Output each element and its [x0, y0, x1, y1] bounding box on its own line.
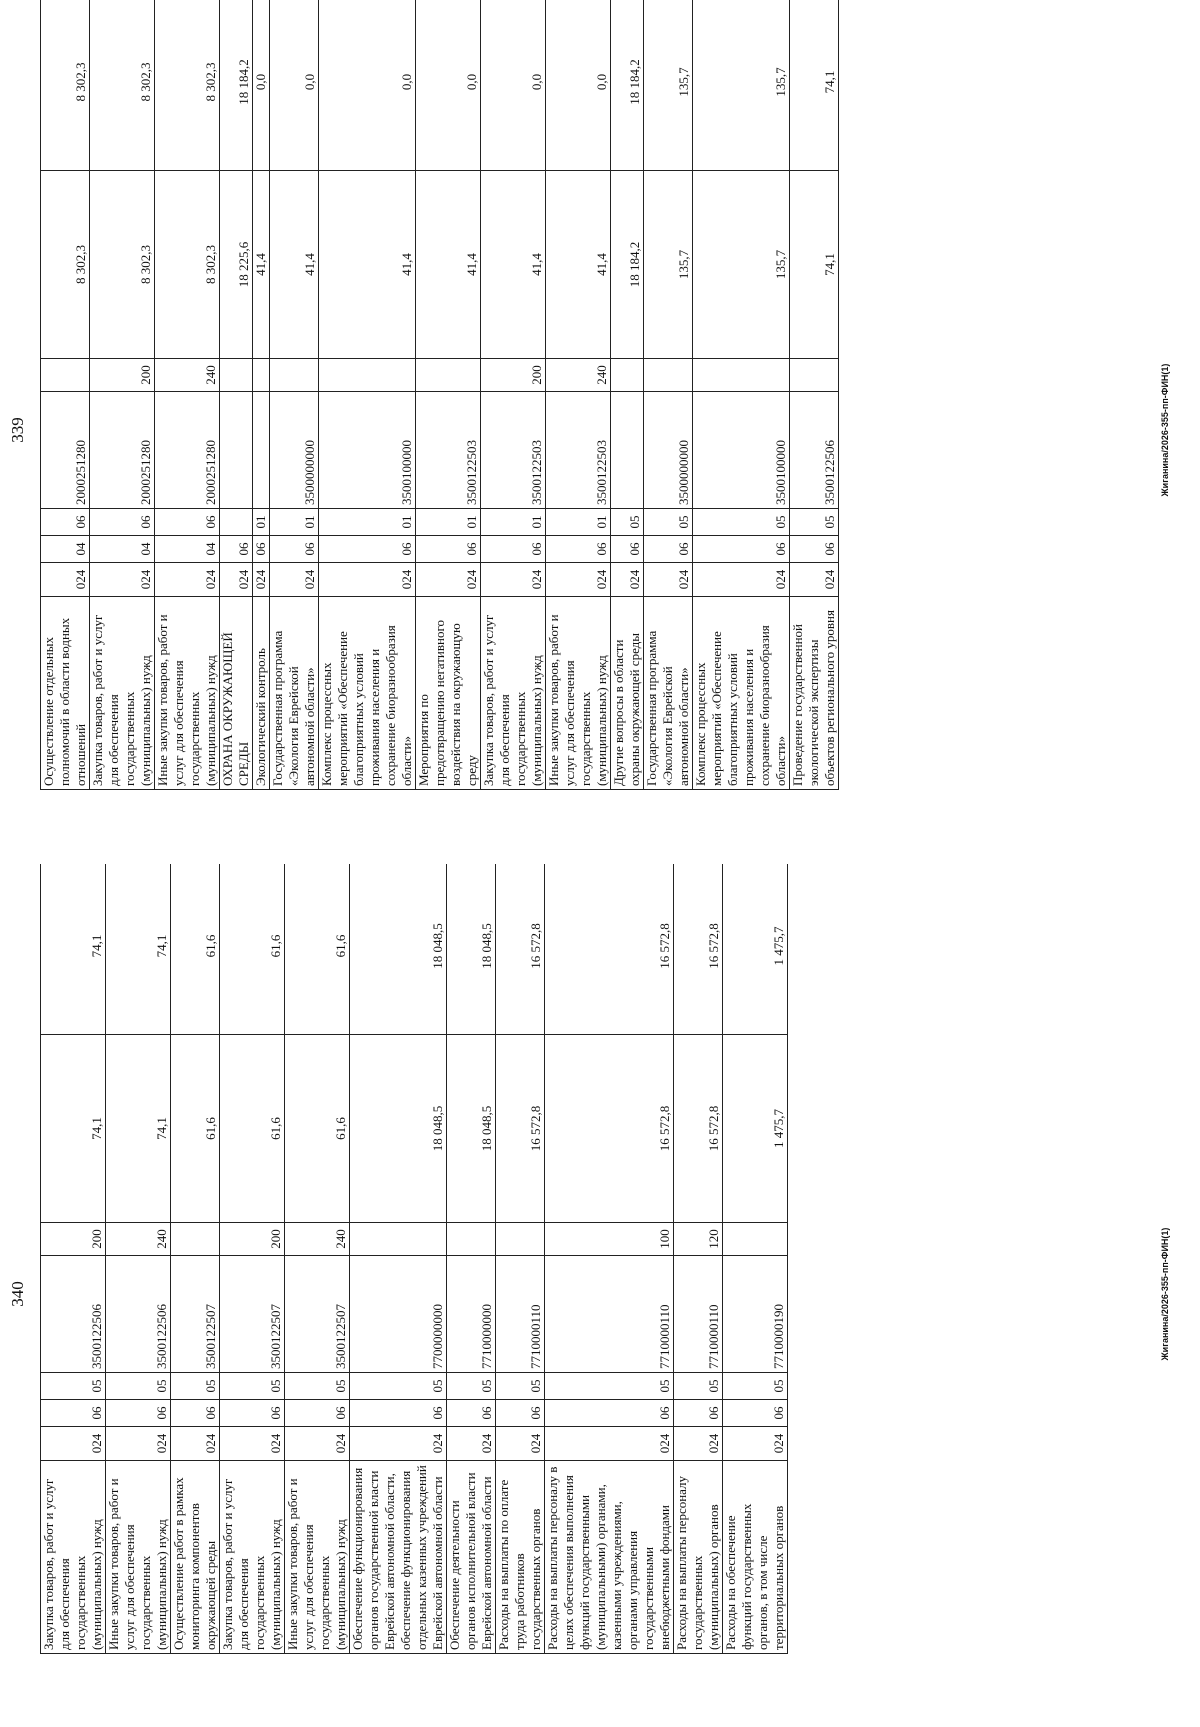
ministry-code-cell: 024 — [611, 563, 644, 597]
amount-cell: 0,0 — [270, 0, 319, 171]
ministry-code-cell: 024 — [447, 1427, 496, 1461]
amount-cell: 18 184,2 — [220, 0, 253, 171]
amount-cell: 0,0 — [481, 0, 546, 171]
table-row — [220, 864, 285, 1654]
ministry-code-cell: 024 — [496, 1427, 545, 1461]
target-article-cell: 7710000000 — [447, 1256, 496, 1373]
row-name-cell: Иные закупки товаров, работ и услуг для обеспечения государственных (муниципальных) нужд — [106, 1461, 171, 1654]
table-row — [723, 864, 788, 1654]
expense-type-cell: 240 — [155, 359, 220, 392]
target-article-cell — [220, 392, 253, 509]
ministry-code-cell: 024 — [106, 1427, 171, 1461]
ministry-code-cell: 024 — [546, 563, 611, 597]
table-row — [496, 864, 545, 1654]
row-name-cell: Закупка товаров, работ и услуг для обеспечения государственных (муниципальных) нужд — [481, 597, 546, 790]
page-339 — [0, 0, 1200, 860]
page-340 — [0, 864, 1200, 1724]
subsection-cell: 05 — [106, 1373, 171, 1400]
amount-cell: 61,6 — [285, 1035, 350, 1223]
amount-cell: 74,1 — [106, 1035, 171, 1223]
subsection-cell: 01 — [481, 509, 546, 536]
row-name-cell: Осуществление отдельных полномочий в области водных отношений — [41, 597, 90, 790]
target-article-cell: 7710000190 — [723, 1256, 788, 1373]
table-row — [693, 0, 790, 790]
expense-type-cell: 200 — [41, 1223, 106, 1256]
expense-type-cell — [41, 359, 90, 392]
section-cell: 06 — [171, 1400, 220, 1427]
target-article-cell: 2000251280 — [90, 392, 155, 509]
row-name-cell: Расходы на обеспечение функций государственных органов, в том числе территориальных органов — [723, 1461, 788, 1654]
subsection-cell: 01 — [319, 509, 416, 536]
expense-type-cell — [319, 359, 416, 392]
target-article-cell — [611, 392, 644, 509]
target-article-cell: 3500100000 — [319, 392, 416, 509]
amount-cell: 135,7 — [644, 171, 693, 359]
table-row — [790, 0, 839, 790]
subsection-cell: 05 — [644, 509, 693, 536]
target-article-cell: 2000251280 — [41, 392, 90, 509]
expense-type-cell: 240 — [546, 359, 611, 392]
amount-cell: 18 184,2 — [611, 171, 644, 359]
expense-type-cell: 200 — [481, 359, 546, 392]
amount-cell: 135,7 — [693, 0, 790, 171]
table-row — [546, 0, 611, 790]
amount-cell: 16 572,8 — [545, 864, 674, 1035]
row-name-cell: Государственная программа «Экология Еврейской автономной области» — [644, 597, 693, 790]
section-cell: 06 — [350, 1400, 447, 1427]
amount-cell: 61,6 — [171, 864, 220, 1035]
expense-type-cell — [496, 1223, 545, 1256]
amount-cell: 16 572,8 — [496, 1035, 545, 1223]
ministry-code-cell: 024 — [171, 1427, 220, 1461]
section-cell: 04 — [41, 536, 90, 563]
target-article-cell: 3500122507 — [171, 1256, 220, 1373]
budget-table — [40, 864, 788, 1654]
page-339-content — [0, 0, 1200, 860]
amount-cell: 18 048,5 — [350, 864, 447, 1035]
section-cell: 06 — [481, 536, 546, 563]
row-name-cell: Комплекс процессных мероприятий «Обеспечение благоприятных условий проживания населения и сохранение биоразнообразия области» — [693, 597, 790, 790]
table-row — [611, 0, 644, 790]
subsection-cell: 06 — [90, 509, 155, 536]
ministry-code-cell: 024 — [253, 563, 270, 597]
ministry-code-cell: 024 — [220, 1427, 285, 1461]
ministry-code-cell: 024 — [723, 1427, 788, 1461]
subsection-cell: 05 — [496, 1373, 545, 1400]
amount-cell: 8 302,3 — [90, 171, 155, 359]
amount-cell: 41,4 — [270, 171, 319, 359]
subsection-cell: 05 — [723, 1373, 788, 1400]
row-name-cell: Иные закупки товаров, работ и услуг для обеспечения государственных (муниципальных) нужд — [285, 1461, 350, 1654]
amount-cell: 18 048,5 — [447, 864, 496, 1035]
amount-cell: 18 225,6 — [220, 171, 253, 359]
ministry-code-cell: 024 — [41, 1427, 106, 1461]
amount-cell: 41,4 — [546, 171, 611, 359]
subsection-cell: 01 — [546, 509, 611, 536]
target-article-cell: 7710000110 — [674, 1256, 723, 1373]
row-name-cell: Расходы на выплаты персоналу государственных (муниципальных) органов — [674, 1461, 723, 1654]
subsection-cell: 05 — [350, 1373, 447, 1400]
amount-cell: 135,7 — [644, 0, 693, 171]
target-article-cell: 7710000110 — [545, 1256, 674, 1373]
row-name-cell: Другие вопросы в области охраны окружающей среды — [611, 597, 644, 790]
section-cell: 06 — [644, 536, 693, 563]
amount-cell: 74,1 — [41, 1035, 106, 1223]
subsection-cell: 05 — [220, 1373, 285, 1400]
subsection-cell: 05 — [447, 1373, 496, 1400]
target-article-cell: 3500122503 — [481, 392, 546, 509]
subsection-cell — [220, 509, 253, 536]
target-article-cell: 3500122507 — [285, 1256, 350, 1373]
expense-type-cell — [790, 359, 839, 392]
target-article-cell: 2000251280 — [155, 392, 220, 509]
section-cell: 06 — [270, 536, 319, 563]
table-row — [155, 0, 220, 790]
amount-cell: 135,7 — [693, 171, 790, 359]
section-cell: 06 — [447, 1400, 496, 1427]
amount-cell: 8 302,3 — [155, 0, 220, 171]
table-row — [644, 0, 693, 790]
section-cell: 04 — [155, 536, 220, 563]
row-name-cell: Закупка товаров, работ и услуг для обеспечения государственных (муниципальных) нужд — [41, 1461, 106, 1654]
target-article-cell: 3500122503 — [416, 392, 481, 509]
amount-cell: 0,0 — [319, 0, 416, 171]
row-name-cell: Расходы на выплаты персоналу в целях обеспечения выполнения функций государственными (муниципальными) органами, казенными учреждениями, органами управления государственными внебюджетными фондами — [545, 1461, 674, 1654]
ministry-code-cell: 024 — [481, 563, 546, 597]
expense-type-cell: 240 — [106, 1223, 171, 1256]
ministry-code-cell: 024 — [693, 563, 790, 597]
section-cell: 06 — [693, 536, 790, 563]
target-article-cell: 3500000000 — [270, 392, 319, 509]
section-cell: 06 — [220, 1400, 285, 1427]
ministry-code-cell: 024 — [545, 1427, 674, 1461]
ministry-code-cell: 024 — [41, 563, 90, 597]
row-name-cell: ОХРАНА ОКРУЖАЮЩЕЙ СРЕДЫ — [220, 597, 253, 790]
amount-cell: 1 475,7 — [723, 864, 788, 1035]
subsection-cell: 05 — [41, 1373, 106, 1400]
amount-cell: 8 302,3 — [41, 171, 90, 359]
subsection-cell: 05 — [611, 509, 644, 536]
amount-cell: 1 475,7 — [723, 1035, 788, 1223]
section-cell: 06 — [546, 536, 611, 563]
amount-cell: 8 302,3 — [90, 0, 155, 171]
ministry-code-cell: 024 — [155, 563, 220, 597]
table-row — [171, 864, 220, 1654]
expense-type-cell: 200 — [220, 1223, 285, 1256]
ministry-code-cell: 024 — [285, 1427, 350, 1461]
table-row — [319, 0, 416, 790]
amount-cell: 74,1 — [106, 864, 171, 1035]
amount-cell: 41,4 — [481, 171, 546, 359]
table-row — [674, 864, 723, 1654]
target-article-cell: 7700000000 — [350, 1256, 447, 1373]
expense-type-cell — [220, 359, 253, 392]
row-name-cell: Закупка товаров, работ и услуг для обеспечения государственных (муниципальных) нужд — [90, 597, 155, 790]
subsection-cell: 05 — [545, 1373, 674, 1400]
ministry-code-cell: 024 — [270, 563, 319, 597]
amount-cell: 0,0 — [546, 0, 611, 171]
row-name-cell: Осуществление работ в рамках мониторинга компонентов окружающей среды — [171, 1461, 220, 1654]
section-cell: 06 — [674, 1400, 723, 1427]
table-row — [350, 864, 447, 1654]
section-cell: 06 — [416, 536, 481, 563]
expense-type-cell: 100 — [545, 1223, 674, 1256]
page-number: 340 — [8, 1281, 27, 1307]
table-row — [416, 0, 481, 790]
subsection-cell: 05 — [674, 1373, 723, 1400]
target-article-cell: 7710000110 — [496, 1256, 545, 1373]
expense-type-cell — [350, 1223, 447, 1256]
amount-cell: 41,4 — [253, 171, 270, 359]
ministry-code-cell: 024 — [350, 1427, 447, 1461]
target-article-cell: 3500122506 — [106, 1256, 171, 1373]
subsection-cell: 05 — [285, 1373, 350, 1400]
subsection-cell: 05 — [790, 509, 839, 536]
amount-cell: 0,0 — [253, 0, 270, 171]
section-cell: 06 — [319, 536, 416, 563]
section-cell: 06 — [41, 1400, 106, 1427]
document-footer-code: Жиганина/2026-355-пп-ФИН(1) — [1160, 1227, 1170, 1361]
section-cell: 06 — [220, 536, 253, 563]
amount-cell: 18 048,5 — [350, 1035, 447, 1223]
row-name-cell: Расходы на выплаты по оплате труда работников государственных органов — [496, 1461, 545, 1654]
amount-cell: 61,6 — [285, 864, 350, 1035]
ministry-code-cell: 024 — [790, 563, 839, 597]
subsection-cell: 06 — [41, 509, 90, 536]
row-name-cell: Иные закупки товаров, работ и услуг для обеспечения государственных (муниципальных) нужд — [546, 597, 611, 790]
expense-type-cell — [611, 359, 644, 392]
amount-cell: 61,6 — [171, 1035, 220, 1223]
expense-type-cell — [253, 359, 270, 392]
budget-table-body — [41, 0, 839, 790]
ministry-code-cell: 024 — [416, 563, 481, 597]
row-name-cell: Комплекс процессных мероприятий «Обеспечение благоприятных условий проживания населения и сохранение биоразнообразия области» — [319, 597, 416, 790]
expense-type-cell: 120 — [674, 1223, 723, 1256]
subsection-cell: 06 — [155, 509, 220, 536]
amount-cell: 8 302,3 — [41, 0, 90, 171]
row-name-cell: Обеспечение деятельности органов исполнительной власти Еврейской автономной области — [447, 1461, 496, 1654]
subsection-cell: 01 — [270, 509, 319, 536]
expense-type-cell — [693, 359, 790, 392]
expense-type-cell — [416, 359, 481, 392]
amount-cell: 18 184,2 — [611, 0, 644, 171]
amount-cell: 16 572,8 — [545, 1035, 674, 1223]
expense-type-cell — [644, 359, 693, 392]
table-row — [41, 0, 90, 790]
section-cell: 06 — [253, 536, 270, 563]
row-name-cell: Мероприятия по предотвращению негативного воздействия на окружающую среду — [416, 597, 481, 790]
section-cell: 06 — [106, 1400, 171, 1427]
section-cell: 06 — [285, 1400, 350, 1427]
row-name-cell: Иные закупки товаров, работ и услуг для обеспечения государственных (муниципальных) нужд — [155, 597, 220, 790]
table-row — [90, 0, 155, 790]
subsection-cell: 01 — [253, 509, 270, 536]
page-340-content — [0, 864, 1200, 1724]
amount-cell: 16 572,8 — [674, 864, 723, 1035]
target-article-cell — [253, 392, 270, 509]
amount-cell: 16 572,8 — [496, 864, 545, 1035]
amount-cell: 74,1 — [790, 0, 839, 171]
expense-type-cell: 240 — [285, 1223, 350, 1256]
budget-table — [40, 0, 839, 790]
page-number: 339 — [8, 417, 27, 443]
ministry-code-cell: 024 — [90, 563, 155, 597]
section-cell: 06 — [790, 536, 839, 563]
document-footer-code: Жиганина/2026-355-пп-ФИН(1) — [1160, 363, 1170, 497]
amount-cell: 61,6 — [220, 864, 285, 1035]
table-row — [285, 864, 350, 1654]
amount-cell: 61,6 — [220, 1035, 285, 1223]
target-article-cell: 3500100000 — [693, 392, 790, 509]
expense-type-cell — [723, 1223, 788, 1256]
table-row — [481, 0, 546, 790]
ministry-code-cell: 024 — [674, 1427, 723, 1461]
amount-cell: 16 572,8 — [674, 1035, 723, 1223]
target-article-cell: 3500122507 — [220, 1256, 285, 1373]
amount-cell: 41,4 — [319, 171, 416, 359]
amount-cell: 41,4 — [416, 171, 481, 359]
amount-cell: 18 048,5 — [447, 1035, 496, 1223]
row-name-cell: Закупка товаров, работ и услуг для обеспечения государственных (муниципальных) нужд — [220, 1461, 285, 1654]
ministry-code-cell: 024 — [319, 563, 416, 597]
ministry-code-cell: 024 — [644, 563, 693, 597]
ministry-code-cell: 024 — [220, 563, 253, 597]
expense-type-cell — [171, 1223, 220, 1256]
table-row — [545, 864, 674, 1654]
expense-type-cell — [270, 359, 319, 392]
amount-cell: 8 302,3 — [155, 171, 220, 359]
row-name-cell: Государственная программа «Экология Еврейской автономной области» — [270, 597, 319, 790]
expense-type-cell: 200 — [90, 359, 155, 392]
table-row — [270, 0, 319, 790]
section-cell: 04 — [90, 536, 155, 563]
section-cell: 06 — [611, 536, 644, 563]
section-cell: 06 — [496, 1400, 545, 1427]
table-row — [447, 864, 496, 1654]
target-article-cell: 3500000000 — [644, 392, 693, 509]
section-cell: 06 — [545, 1400, 674, 1427]
expense-type-cell — [447, 1223, 496, 1256]
budget-table-body — [41, 864, 788, 1654]
table-row — [253, 0, 270, 790]
target-article-cell: 3500122503 — [546, 392, 611, 509]
table-row — [106, 864, 171, 1654]
target-article-cell: 3500122506 — [41, 1256, 106, 1373]
table-row — [220, 0, 253, 790]
row-name-cell: Экологический контроль — [253, 597, 270, 790]
amount-cell: 74,1 — [790, 171, 839, 359]
amount-cell: 0,0 — [416, 0, 481, 171]
amount-cell: 74,1 — [41, 864, 106, 1035]
subsection-cell: 05 — [171, 1373, 220, 1400]
subsection-cell: 01 — [416, 509, 481, 536]
section-cell: 06 — [723, 1400, 788, 1427]
table-row — [41, 864, 106, 1654]
row-name-cell: Обеспечение функционирования органов государственной власти Еврейской автономной области, обеспечение функционирования отдельных казенных учреждений Еврейской автономной области — [350, 1461, 447, 1654]
row-name-cell: Проведение государственной экологической экспертизы объектов регионального уровня — [790, 597, 839, 790]
target-article-cell: 3500122506 — [790, 392, 839, 509]
subsection-cell: 05 — [693, 509, 790, 536]
